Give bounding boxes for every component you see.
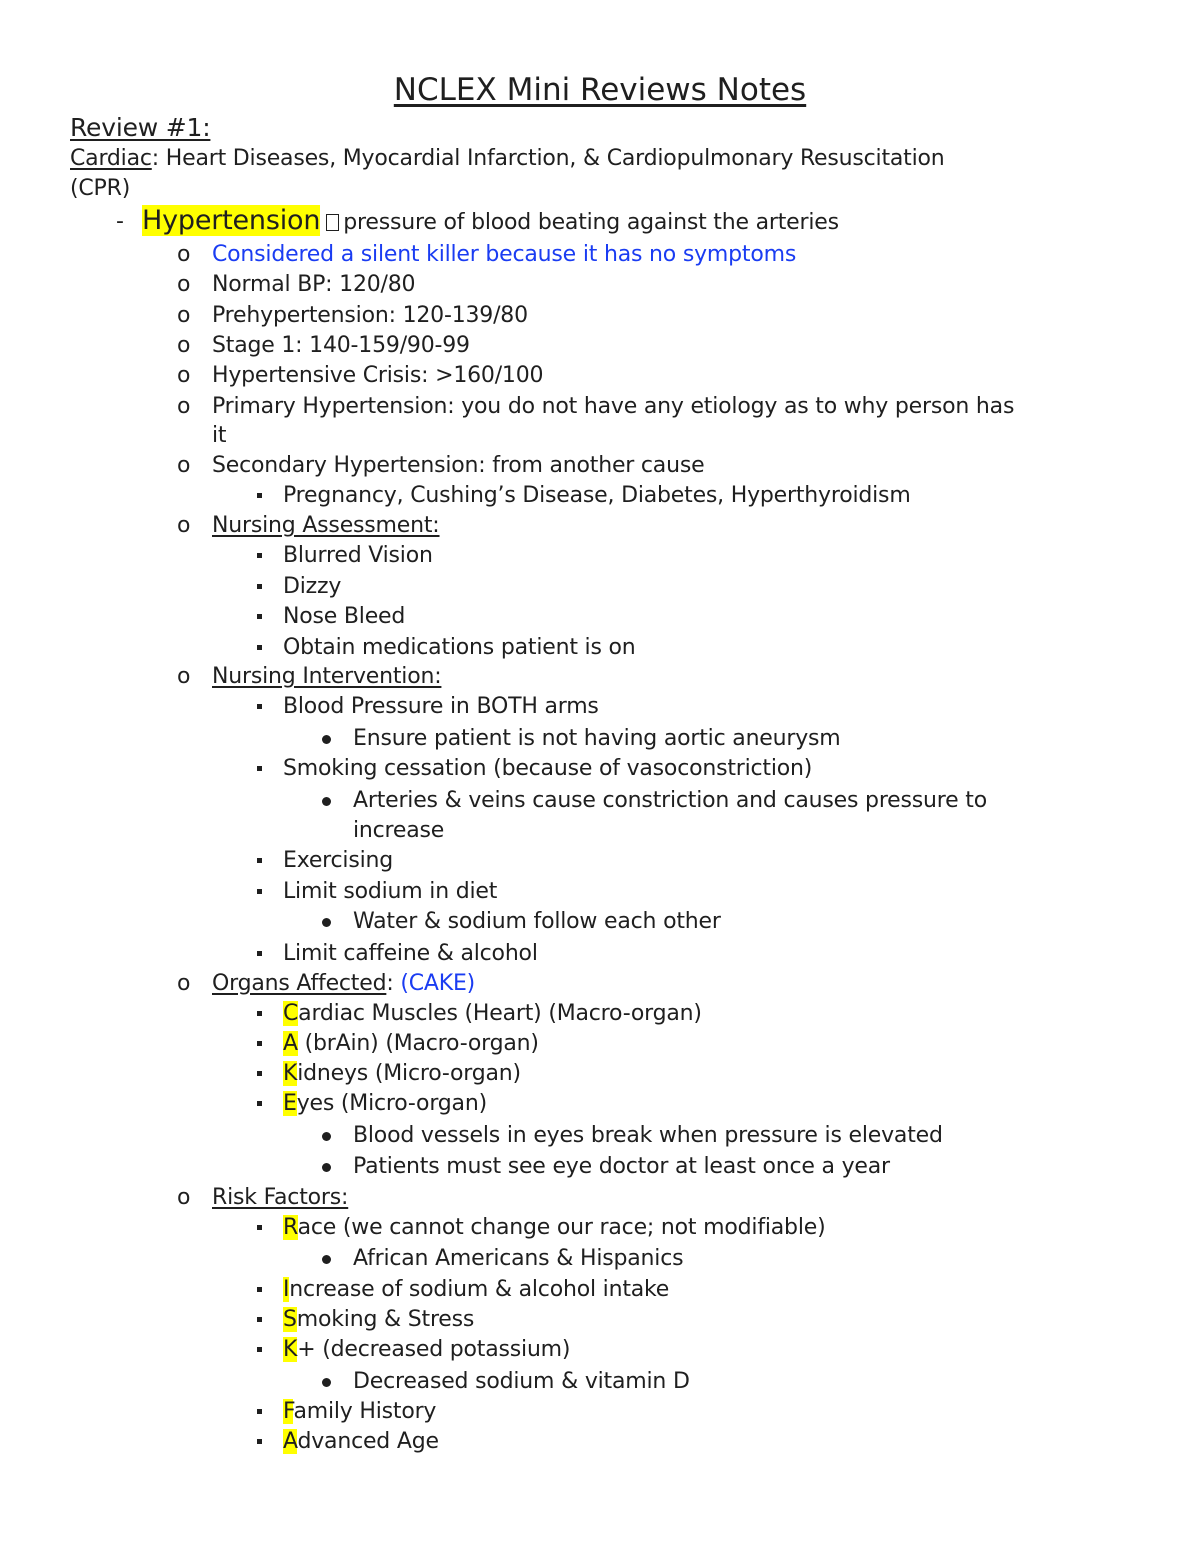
o-marker: o bbox=[177, 333, 191, 358]
intervention-item: Limit sodium in diet bbox=[283, 879, 498, 904]
o-marker: o bbox=[177, 971, 191, 996]
intervention-item: Smoking cessation (because of vasoconstriction) bbox=[283, 756, 813, 781]
intervention-heading: Nursing Intervention: bbox=[212, 664, 442, 689]
normal-bp-item: Normal BP: 120/80 bbox=[212, 272, 416, 297]
o-marker: o bbox=[177, 303, 191, 328]
secondary-item: Secondary Hypertension: from another cause bbox=[212, 453, 705, 478]
subject-line bbox=[70, 145, 945, 173]
square-bullet bbox=[257, 1011, 262, 1016]
square-bullet bbox=[257, 614, 262, 619]
mnemonic-letter: S bbox=[283, 1307, 297, 1332]
square-bullet bbox=[257, 1347, 262, 1352]
risk-heading: Risk Factors: bbox=[212, 1185, 349, 1210]
subject-text: Heart Diseases, Myocardial Infarction, & Cardiopulmonary Resuscitation bbox=[158, 146, 945, 171]
mnemonic-letter: K bbox=[283, 1337, 298, 1362]
silent-killer-item: Considered a silent killer because it has no symptoms bbox=[212, 242, 797, 267]
organ-item-c bbox=[283, 1000, 702, 1028]
o-marker: o bbox=[177, 513, 191, 538]
round-bullet bbox=[322, 1255, 331, 1264]
risk-text: dvanced Age bbox=[297, 1429, 439, 1454]
mnemonic-letter: E bbox=[283, 1091, 297, 1116]
square-bullet bbox=[257, 1317, 262, 1322]
square-bullet bbox=[257, 1409, 262, 1414]
risk-note: African Americans & Hispanics bbox=[353, 1246, 684, 1271]
organ-note: Patients must see eye doctor at least once a year bbox=[353, 1154, 890, 1179]
organ-note: Blood vessels in eyes break when pressure is elevated bbox=[353, 1123, 943, 1148]
crisis-item: Hypertensive Crisis: >160/100 bbox=[212, 363, 544, 388]
assessment-item: Dizzy bbox=[283, 574, 342, 599]
subject-line-cont: (CPR) bbox=[70, 176, 131, 201]
round-bullet bbox=[322, 797, 331, 806]
organ-item-e bbox=[283, 1090, 487, 1118]
risk-text: + (decreased potassium) bbox=[297, 1337, 571, 1362]
intervention-note: Arteries & veins cause constriction and causes pressure to bbox=[353, 788, 987, 813]
square-bullet bbox=[257, 1225, 262, 1230]
intervention-item: Limit caffeine & alcohol bbox=[283, 941, 538, 966]
organ-item-k bbox=[283, 1060, 521, 1088]
risk-item-i bbox=[283, 1276, 669, 1304]
intervention-item: Exercising bbox=[283, 848, 394, 873]
topic-definition: pressure of blood beating against the arteries bbox=[343, 210, 839, 235]
risk-text: ace (we cannot change our race; not modifiable) bbox=[297, 1215, 826, 1240]
topic-line bbox=[142, 205, 839, 239]
square-bullet bbox=[257, 1439, 262, 1444]
o-marker: o bbox=[177, 363, 191, 388]
assessment-item: Blurred Vision bbox=[283, 543, 433, 568]
primary-item: Primary Hypertension: you do not have any etiology as to why person has bbox=[212, 394, 1015, 419]
risk-item-f bbox=[283, 1398, 436, 1426]
o-marker: o bbox=[177, 453, 191, 478]
organ-text: idneys (Micro-organ) bbox=[297, 1061, 521, 1086]
assessment-item: Obtain medications patient is on bbox=[283, 635, 636, 660]
topic-term: Hypertension bbox=[142, 205, 321, 236]
risk-text: moking & Stress bbox=[296, 1307, 475, 1332]
mnemonic-letter: F bbox=[283, 1399, 294, 1424]
square-bullet bbox=[257, 1071, 262, 1076]
organ-item-a bbox=[283, 1030, 539, 1058]
assessment-heading: Nursing Assessment: bbox=[212, 513, 440, 538]
dash-marker: - bbox=[116, 209, 124, 234]
prehypertension-item: Prehypertension: 120-139/80 bbox=[212, 303, 528, 328]
risk-item-k bbox=[283, 1336, 570, 1364]
page-title: NCLEX Mini Reviews Notes bbox=[393, 72, 807, 108]
risk-item-a bbox=[283, 1428, 439, 1456]
mnemonic-letter: K bbox=[283, 1061, 298, 1086]
o-marker: o bbox=[177, 242, 191, 267]
square-bullet bbox=[257, 951, 262, 956]
organ-text: yes (Micro-organ) bbox=[296, 1091, 487, 1116]
square-bullet bbox=[257, 766, 262, 771]
square-bullet bbox=[257, 584, 262, 589]
risk-note: Decreased sodium & vitamin D bbox=[353, 1369, 690, 1394]
o-marker: o bbox=[177, 1185, 191, 1210]
subject-label: Cardiac bbox=[70, 146, 152, 171]
intervention-note: Ensure patient is not having aortic aneurysm bbox=[353, 726, 841, 751]
square-bullet bbox=[257, 1287, 262, 1292]
risk-text: amily History bbox=[293, 1399, 437, 1424]
mnemonic-letter: A bbox=[283, 1031, 298, 1056]
intervention-item: Blood Pressure in BOTH arms bbox=[283, 694, 599, 719]
o-marker: o bbox=[177, 394, 191, 419]
organs-heading-line bbox=[212, 970, 475, 998]
stage1-item: Stage 1: 140-159/90-99 bbox=[212, 333, 470, 358]
mnemonic-letter: C bbox=[283, 1001, 299, 1026]
square-bullet bbox=[257, 645, 262, 650]
intervention-note-cont: increase bbox=[353, 818, 445, 843]
missing-glyph-icon bbox=[326, 214, 339, 231]
round-bullet bbox=[322, 1378, 331, 1387]
organs-mnemonic: (CAKE) bbox=[400, 971, 476, 996]
mnemonic-letter: R bbox=[283, 1215, 298, 1240]
square-bullet bbox=[257, 889, 262, 894]
round-bullet bbox=[322, 1163, 331, 1172]
organs-colon: : bbox=[386, 971, 394, 996]
square-bullet bbox=[257, 1041, 262, 1046]
square-bullet bbox=[257, 1101, 262, 1106]
subject-colon: : bbox=[151, 146, 159, 171]
review-heading: Review #1: bbox=[70, 113, 211, 142]
square-bullet bbox=[257, 553, 262, 558]
square-bullet bbox=[257, 704, 262, 709]
risk-item-r bbox=[283, 1214, 825, 1242]
risk-text: ncrease of sodium & alcohol intake bbox=[289, 1277, 670, 1302]
o-marker: o bbox=[177, 272, 191, 297]
primary-item-cont: it bbox=[212, 423, 227, 448]
intervention-note: Water & sodium follow each other bbox=[353, 909, 721, 934]
round-bullet bbox=[322, 1132, 331, 1141]
assessment-item: Nose Bleed bbox=[283, 604, 406, 629]
mnemonic-letter: A bbox=[283, 1429, 298, 1454]
mnemonic-letter: I bbox=[283, 1277, 290, 1302]
organs-heading: Organs Affected bbox=[212, 971, 387, 996]
square-bullet bbox=[257, 493, 262, 498]
o-marker: o bbox=[177, 664, 191, 689]
organ-text: (brAin) (Macro-organ) bbox=[297, 1031, 539, 1056]
secondary-causes-item: Pregnancy, Cushing’s Disease, Diabetes, Hyperthyroidism bbox=[283, 483, 911, 508]
organ-text: ardiac Muscles (Heart) (Macro-organ) bbox=[298, 1001, 702, 1026]
round-bullet bbox=[322, 918, 331, 927]
round-bullet bbox=[322, 735, 331, 744]
square-bullet bbox=[257, 858, 262, 863]
risk-item-s bbox=[283, 1306, 474, 1334]
